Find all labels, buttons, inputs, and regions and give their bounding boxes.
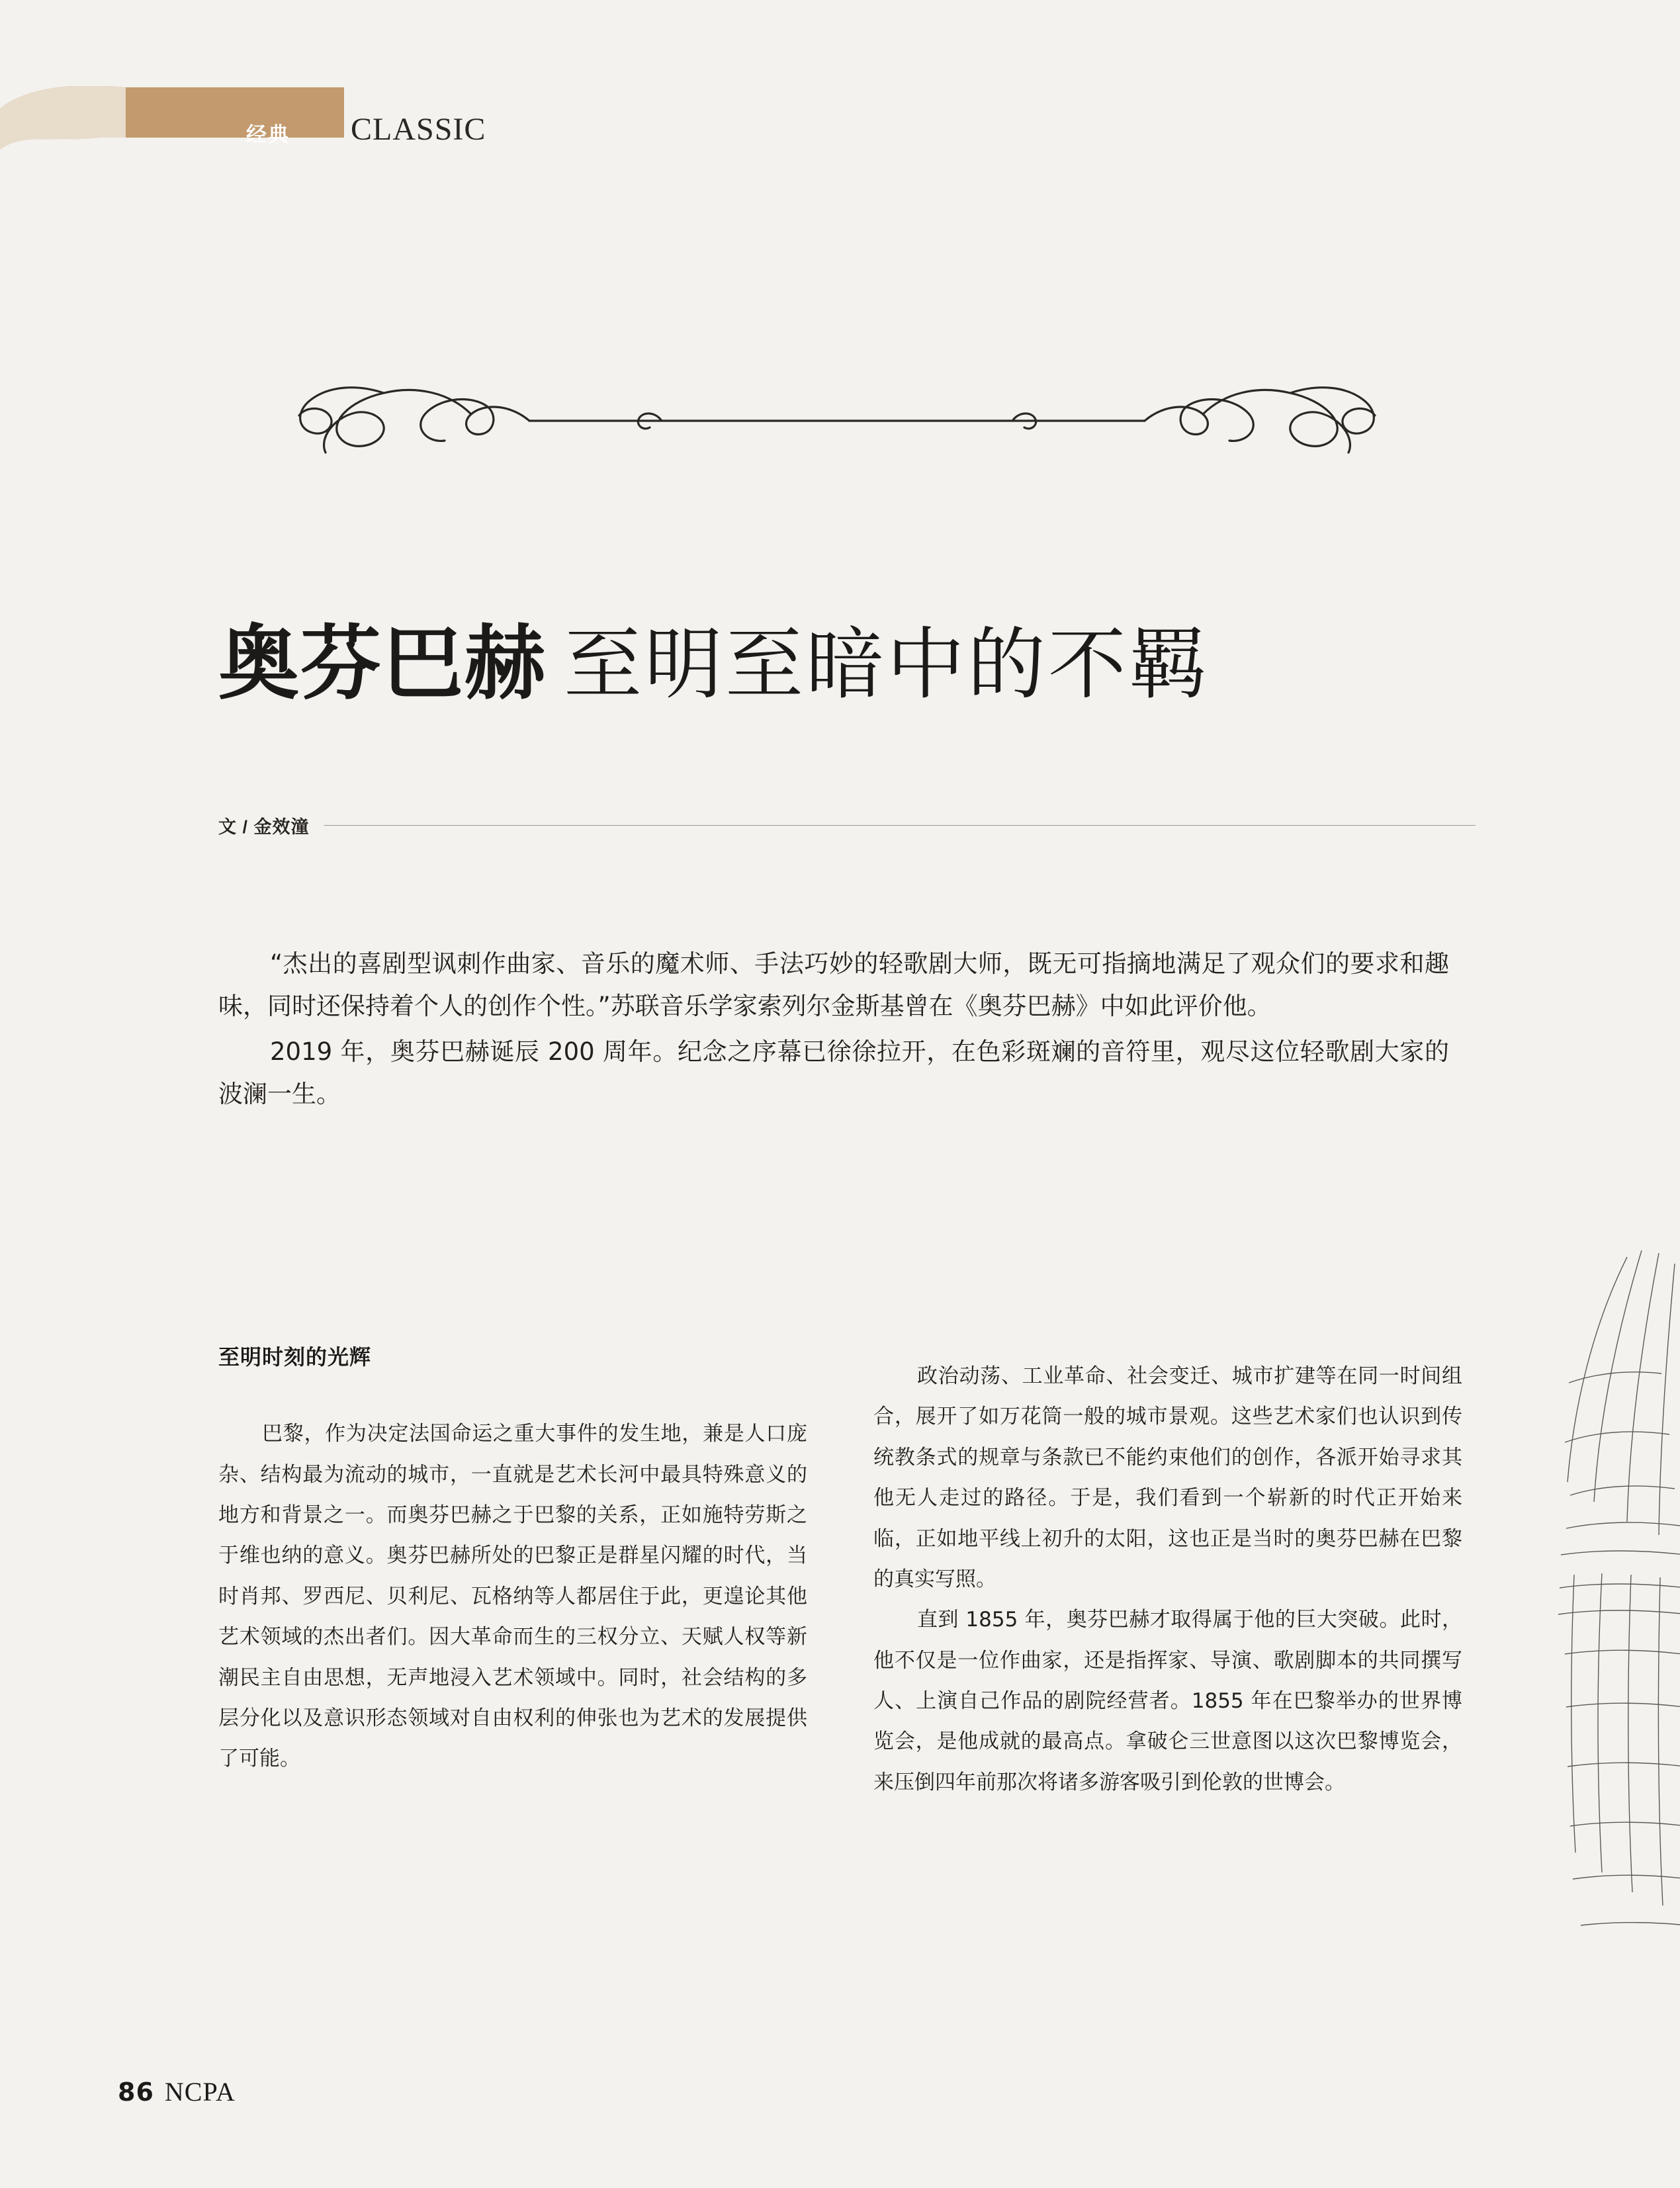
page-number: 86 (118, 2078, 154, 2107)
ornamental-divider-icon (199, 377, 1476, 463)
section-tab-label-cn: 经典 (246, 123, 290, 146)
body-paragraph-left-1: 巴黎，作为决定法国命运之重大事件的发生地，兼是人口庞杂、结构最为流动的城市，一直就是艺术长河中最具特殊意义的地方和背景之一。而奥芬巴赫之于巴黎的关系，正如施特劳斯之于维也纳的意义。奥芬巴赫所处的巴黎正是群星闪耀的时代，当时肖邦、罗西尼、贝利尼、瓦格纳等人都居住于此，更遑论其他艺术领域的杰出者们。因大革命而生的三权分立、天赋人权等新潮民主自由思想，无声地浸入艺术领域中。同时，社会结构的多层分化以及意识形态领域对自由权利的伸张也为艺术的发展提供了可能。 (218, 1422, 807, 1771)
section-tab-shape (0, 86, 410, 159)
lede-paragraph-1: “杰出的喜剧型讽刺作曲家、音乐的魔术师、手法巧妙的轻歌剧大师，既无可指摘地满足了观众们的要求和趣味，同时还保持着个人的创作个性。”苏联音乐学家索列尔金斯基曾在《奥芬巴赫》中如此评价他。 (218, 949, 1449, 1020)
body-column-left (218, 1336, 807, 1780)
lede-block (218, 943, 1449, 1119)
decorative-sketch-illustration (1429, 1244, 1680, 1958)
byline-text: 文 / 金效潼 (218, 817, 310, 837)
byline (218, 812, 1476, 838)
lede-paragraph-2: 2019 年，奥芬巴赫诞辰 200 周年。纪念之序幕已徐徐拉开，在色彩斑斓的音符里，观尽这位轻歌剧大家的波澜一生。 (218, 1037, 1449, 1108)
body-paragraph-right-1: 政治动荡、工业革命、社会变迁、城市扩建等在同一时间组合，展开了如万花筒一般的城市景观。这些艺术家们也认识到传统教条式的规章与条款已不能约束他们的创作，各派开始寻求其他无人走过的路径。于是，我们看到一个崭新的时代正开始来临，正如地平线上初升的太阳，这也正是当时的奥芬巴赫在巴黎的真实写照。 (873, 1364, 1462, 1591)
body-paragraph-right-2: 直到 1855 年，奥芬巴赫才取得属于他的巨大突破。此时，他不仅是一位作曲家，还是指挥家、导演、歌剧脚本的共同撰写人、上演自己作品的剧院经营者。1855 年在巴黎举办的世界博览会，是他成就的最高点。拿破仑三世意图以这次巴黎博览会，来压倒四年前那次将诸多游客吸引到伦敦的世博会。 (873, 1608, 1462, 1794)
magazine-name: NCPA (164, 2077, 236, 2107)
byline-rule (324, 825, 1476, 826)
section-heading: 至明时刻的光辉 (218, 1344, 372, 1370)
page-footer (118, 2076, 236, 2107)
body-column-right (873, 1356, 1462, 1803)
section-tab-label-en: CLASSIC (351, 112, 486, 147)
page-title (218, 599, 1476, 715)
page-title-main: 奥芬巴赫 (218, 617, 547, 711)
page-title-subtitle: 至明至暗中的不羁 (564, 619, 1210, 710)
section-tab (0, 86, 410, 159)
